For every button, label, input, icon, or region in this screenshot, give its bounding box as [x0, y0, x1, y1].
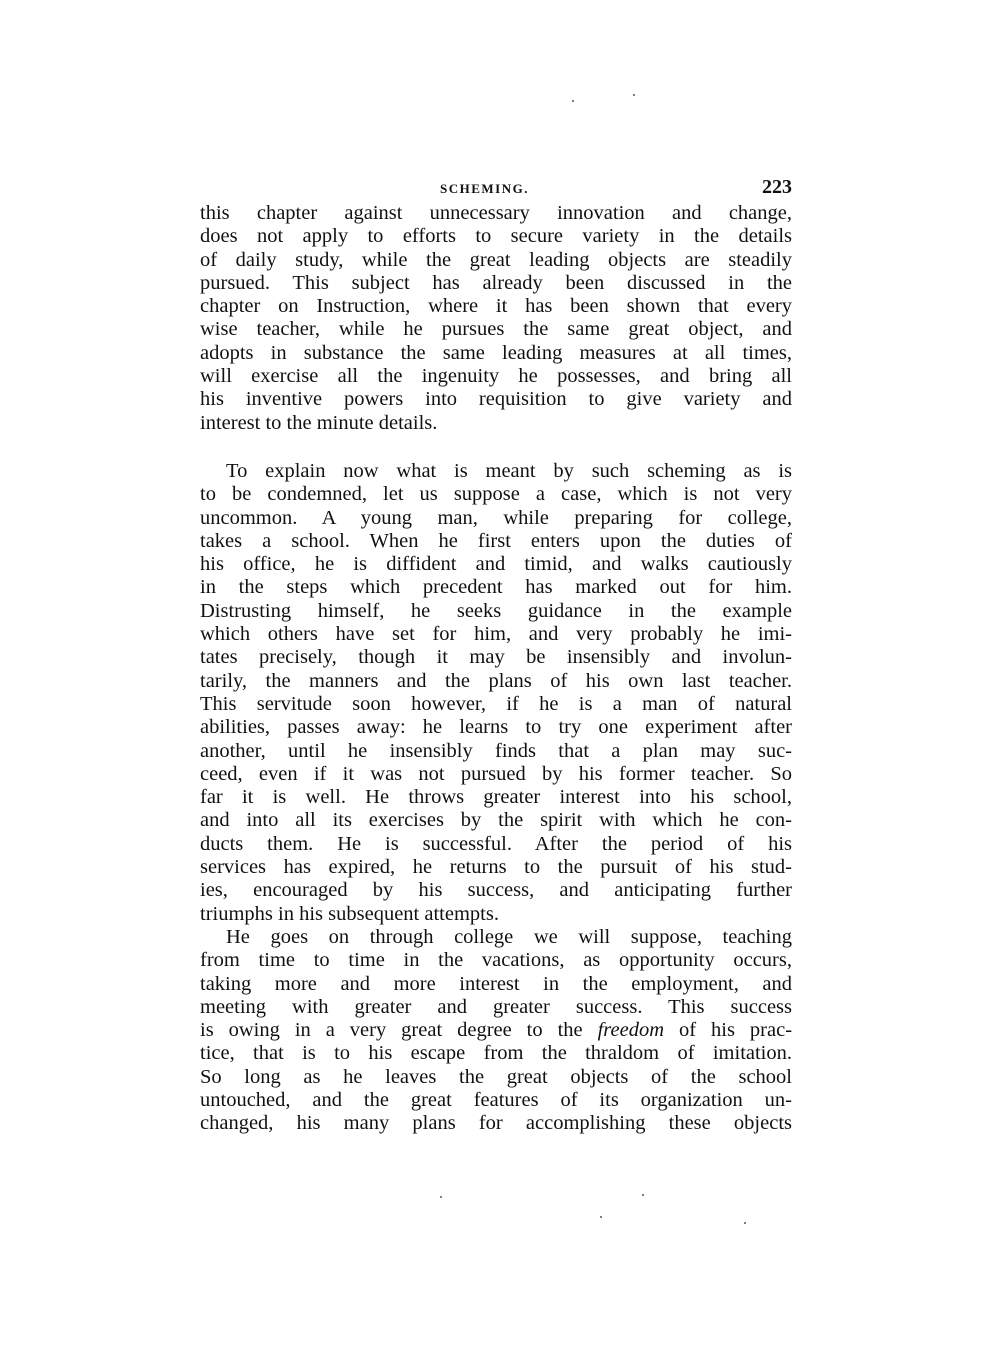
scan-speck	[600, 1216, 602, 1218]
text-line: adopts in substance the same leading measures at all times,	[200, 341, 792, 364]
text-line: uncommon. A young man, while preparing for college,	[200, 506, 792, 529]
text-line: of daily study, while the great leading objects are steadily	[200, 248, 792, 271]
text-line: abilities, passes away: he learns to try one experiment after	[200, 716, 792, 739]
text-line: changed, his many plans for accomplishing these objects	[200, 1112, 792, 1135]
text-line: which others have set for him, and very probably he imi-	[200, 623, 792, 646]
scan-speck	[633, 94, 635, 96]
paragraph-1	[200, 202, 792, 435]
text-line: in the steps which precedent has marked out for him.	[200, 576, 792, 599]
text-line: To explain now what is meant by such scheming as is	[226, 459, 792, 482]
text-line: wise teacher, while he pursues the same great object, and	[200, 318, 792, 341]
text-line: tates precisely, though it may be insensibly and involun-	[200, 646, 792, 669]
text-line: from time to time in the vacations, as opportunity occurs,	[200, 949, 792, 972]
text-line: far it is well. He throws greater interest into his school,	[200, 786, 792, 809]
text-line: ducts them. He is successful. After the period of his	[200, 832, 792, 855]
text-segment: of his prac-	[679, 1019, 793, 1042]
italic-word: freedom	[597, 1019, 665, 1042]
text-line: pursued. This subject has already been discussed in the	[200, 271, 792, 294]
text-line: his inventive powers into requisition to give variety and	[200, 388, 792, 411]
text-line: does not apply to efforts to secure variety in the details	[200, 225, 792, 248]
scan-speck	[572, 100, 574, 102]
text-line: He goes on through college we will suppose, teaching	[226, 925, 792, 948]
text-line: and into all its exercises by the spirit with which he con-	[200, 809, 792, 832]
scan-speck	[744, 1222, 746, 1224]
text-line: will exercise all the ingenuity he possesses, and bring all	[200, 365, 792, 388]
text-line: tarily, the manners and the plans of his own last teacher.	[200, 669, 792, 692]
text-line: chapter on Instruction, where it has been shown that every	[200, 295, 792, 318]
text-line: triumphs in his subsequent attempts.	[200, 902, 499, 925]
text-line: Distrusting himself, he seeks guidance in the example	[200, 599, 792, 622]
text-line: this chapter against unnecessary innovation and change,	[200, 202, 792, 224]
text-line: So long as he leaves the great objects of the school	[200, 1065, 792, 1088]
text-segment: is owing in a very great degree to the	[200, 1019, 583, 1042]
text-line: tice, that is to his escape from the thraldom of imitation.	[200, 1042, 792, 1065]
text-line: interest to the minute details.	[200, 411, 438, 434]
text-line: to be condemned, let us suppose a case, which is not very	[200, 483, 792, 506]
text-line: services has expired, he returns to the pursuit of his stud-	[200, 856, 792, 879]
text-line-with-italic	[200, 1019, 792, 1042]
text-line: untouched, and the great features of its organization un-	[200, 1088, 792, 1111]
paragraph-2	[200, 460, 792, 926]
running-head	[200, 176, 792, 200]
text-line: ceed, even if it was not pursued by his former teacher. So	[200, 762, 792, 785]
paragraph-3	[200, 926, 792, 1136]
running-head-title: SCHEMING.	[440, 181, 529, 196]
text-line: another, until he insensibly finds that a plan may suc-	[200, 739, 792, 762]
text-line: takes a school. When he first enters upon the duties of	[200, 529, 792, 552]
text-line: meeting with greater and greater success. This success	[200, 995, 792, 1018]
book-page	[200, 176, 792, 1136]
text-line: ies, encouraged by his success, and anticipating further	[200, 879, 792, 902]
page-number: 223	[762, 176, 792, 198]
scan-speck	[642, 1194, 644, 1196]
text-line: his office, he is diffident and timid, and walks cautiously	[200, 553, 792, 576]
text-line: taking more and more interest in the employment, and	[200, 972, 792, 995]
scan-speck	[440, 1196, 442, 1198]
text-line: This servitude soon however, if he is a man of natural	[200, 692, 792, 715]
